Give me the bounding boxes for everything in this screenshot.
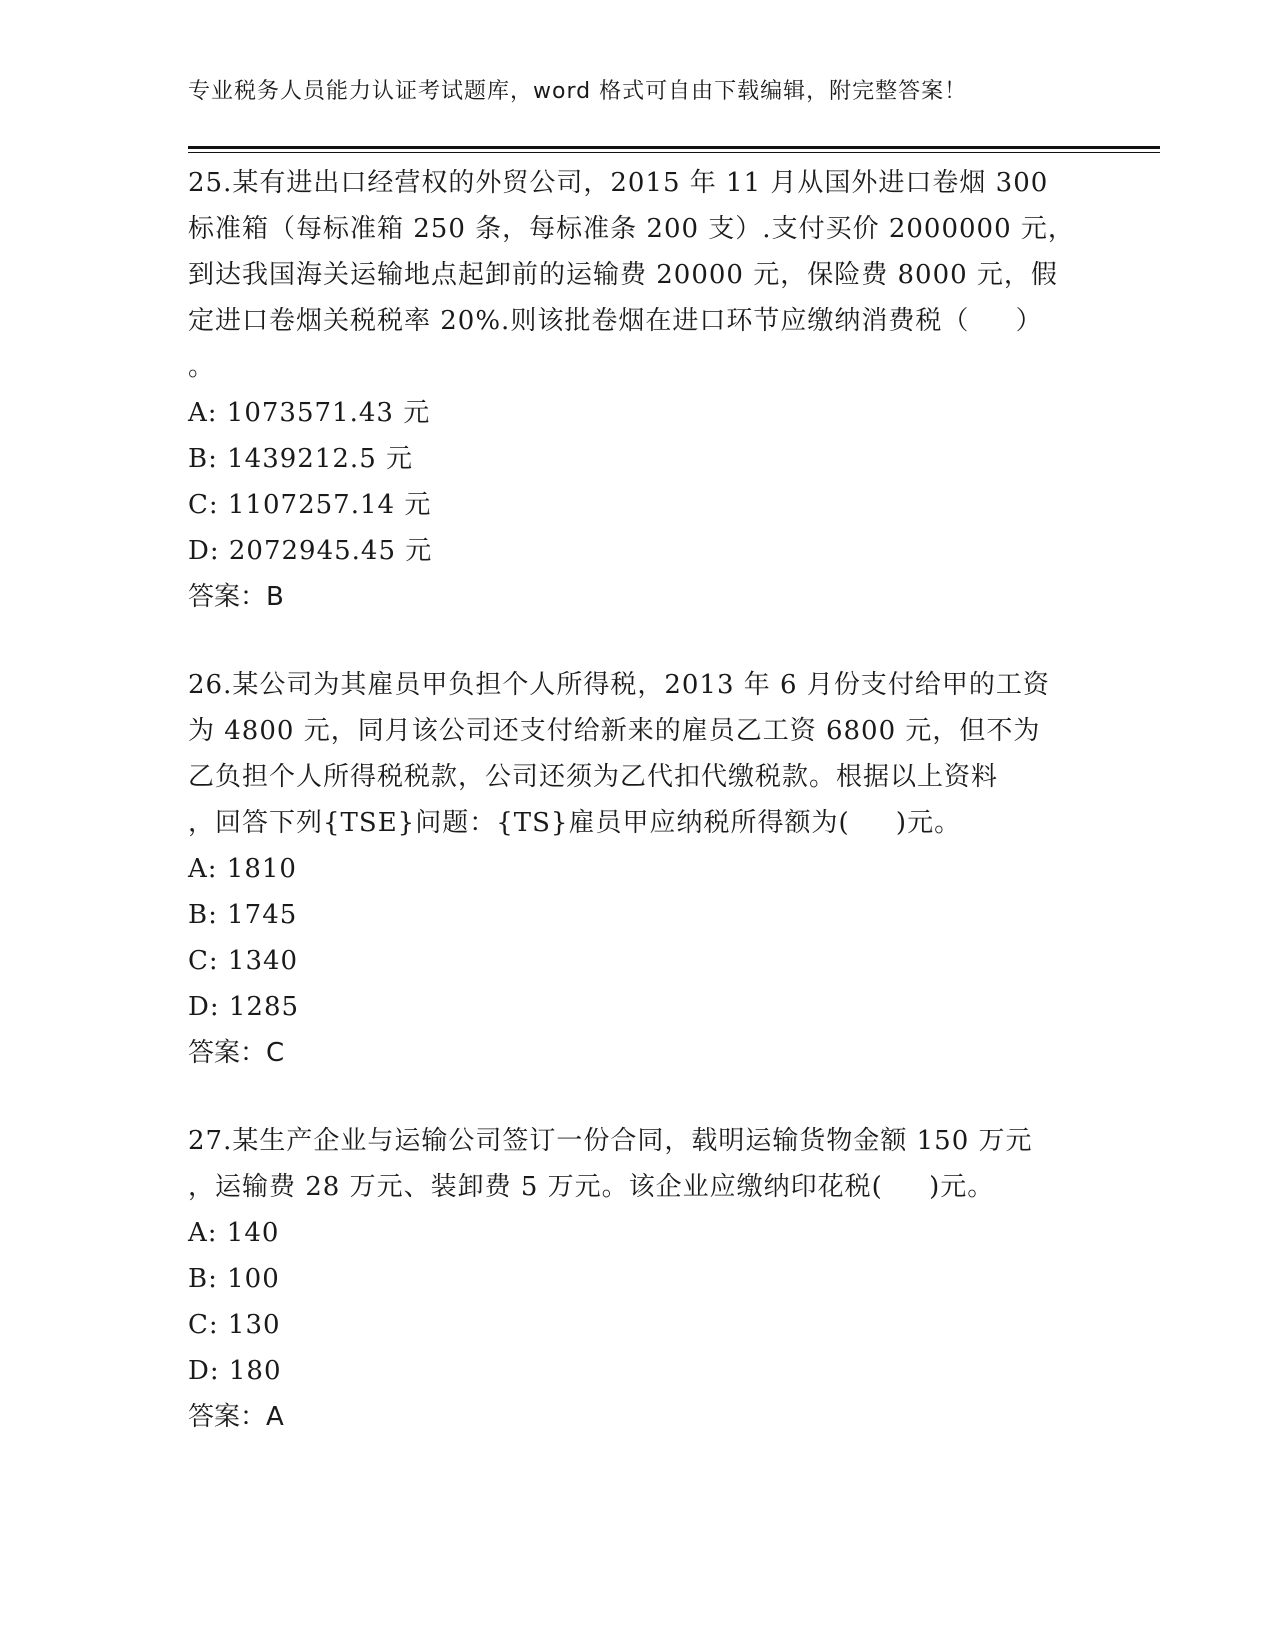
- question-line: 标准箱（每标准箱 250 条，每标准条 200 支）.支付买价 2000000 元，: [188, 214, 1075, 244]
- option-a: A: 140: [188, 1218, 280, 1248]
- question-26: [188, 662, 1088, 1076]
- question-line: 乙负担个人所得税税款，公司还须为乙代扣代缴税款。根据以上资料: [188, 762, 999, 792]
- question-line: ，运输费 28 万元、装卸费 5 万元。该企业应缴纳印花税( )元。: [188, 1172, 995, 1202]
- option-b: B: 1745: [188, 900, 298, 930]
- option-c: C: 1107257.14 元: [188, 490, 432, 520]
- question-line: 到达我国海关运输地点起卸前的运输费 20000 元，保险费 8000 元，假: [188, 260, 1058, 290]
- question-list: [188, 160, 1088, 1482]
- answer: 答案：B: [188, 582, 284, 612]
- question-line: 定进口卷烟关税税率 20%.则该批卷烟在进口环节应缴纳消费税（ ）: [188, 306, 1043, 336]
- option-b: B: 1439212.5 元: [188, 444, 413, 474]
- page-header: 专业税务人员能力认证考试题库，word 格式可自由下载编辑，附完整答案！: [188, 79, 968, 104]
- answer: 答案：A: [188, 1402, 284, 1432]
- question-line: 25.某有进出口经营权的外贸公司，2015 年 11 月从国外进口卷烟 300: [188, 168, 1049, 198]
- option-d: D: 180: [188, 1356, 282, 1386]
- option-d: D: 1285: [188, 992, 300, 1022]
- question-25: [188, 160, 1088, 620]
- option-c: C: 1340: [188, 946, 299, 976]
- option-d: D: 2072945.45 元: [188, 536, 433, 566]
- question-line: ，回答下列{TSE}问题：{TS}雇员甲应纳税所得额为( )元。: [188, 808, 962, 838]
- question-27: [188, 1118, 1088, 1440]
- option-a: A: 1073571.43 元: [188, 398, 431, 428]
- option-c: C: 130: [188, 1310, 281, 1340]
- question-line: 27.某生产企业与运输公司签订一份合同，载明运输货物金额 150 万元: [188, 1126, 1033, 1156]
- header-rule-thin: [188, 152, 1160, 153]
- question-line: 为 4800 元，同月该公司还支付给新来的雇员乙工资 6800 元，但不为: [188, 716, 1041, 746]
- answer: 答案：C: [188, 1038, 285, 1068]
- question-line: 。: [188, 352, 216, 382]
- header-rule-thick: [188, 146, 1160, 149]
- option-b: B: 100: [188, 1264, 280, 1294]
- option-a: A: 1810: [188, 854, 297, 884]
- question-line: 26.某公司为其雇员甲负担个人所得税，2013 年 6 月份支付给甲的工资: [188, 670, 1050, 700]
